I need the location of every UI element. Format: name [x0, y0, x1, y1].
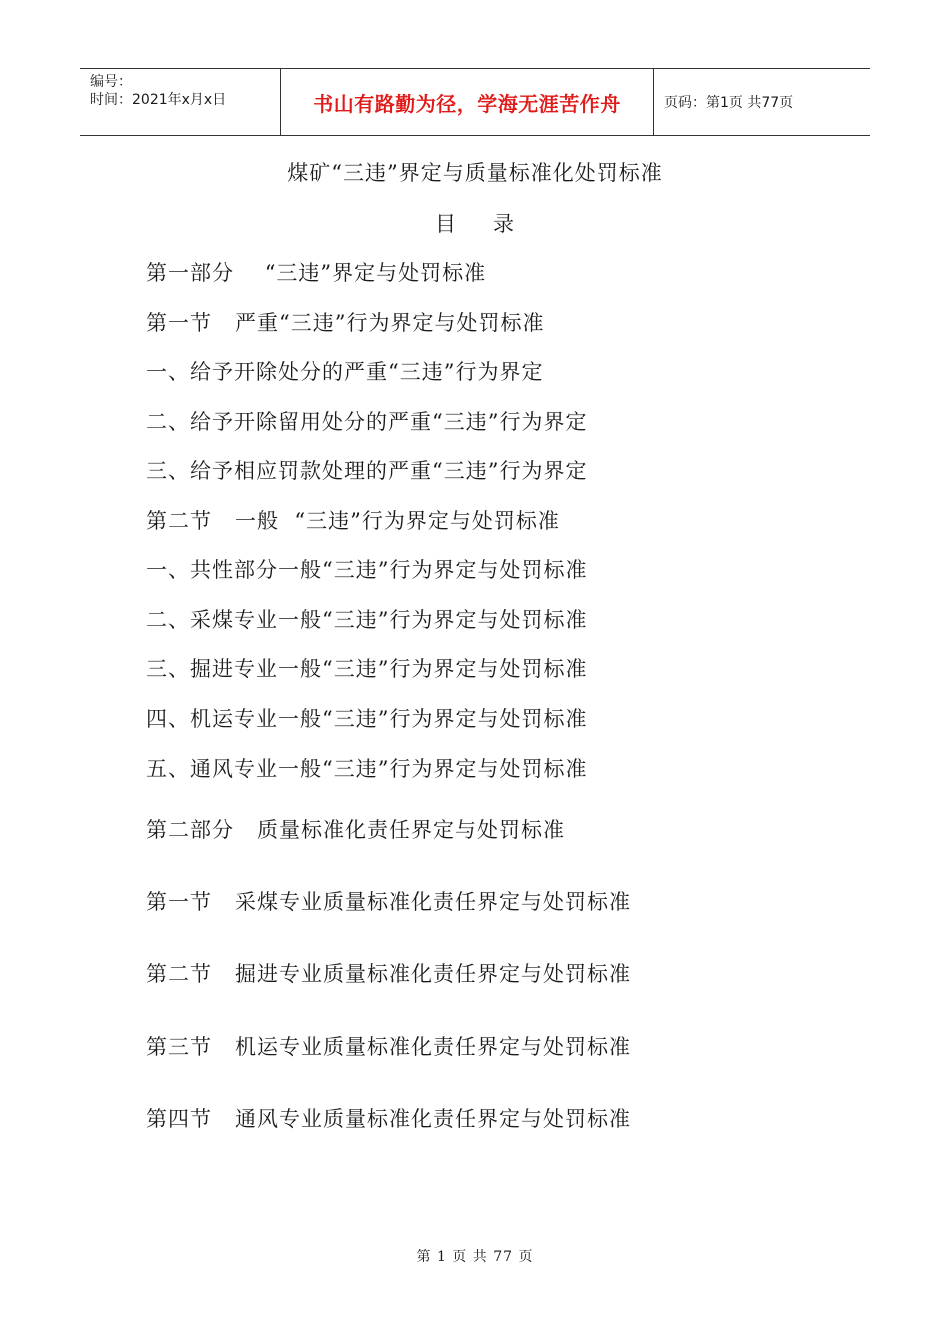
toc-item: 二、给予开除留用处分的严重“三违”行为界定 [146, 410, 588, 434]
toc-heading-part-1: 目 [435, 212, 457, 236]
toc-item: 五、通风专业一般“三违”行为界定与处罚标准 [146, 757, 588, 781]
toc-item: 第一部分 “三违”界定与处罚标准 [146, 261, 487, 285]
toc-heading-part-2: 录 [493, 212, 515, 236]
header-page-info: 页码：第1页 共77页 [664, 95, 794, 111]
page-header [80, 68, 870, 136]
toc-item: 一、给予开除处分的严重“三违”行为界定 [146, 360, 544, 384]
toc-heading [0, 208, 950, 238]
toc-item: 第二节 掘进专业质量标准化责任界定与处罚标准 [146, 962, 632, 986]
serial-label: 编号： [90, 74, 132, 90]
toc-item: 第三节 机运专业质量标准化责任界定与处罚标准 [146, 1035, 632, 1059]
toc-item: 三、给予相应罚款处理的严重“三违”行为界定 [146, 459, 588, 483]
toc-item: 四、机运专业一般“三违”行为界定与处罚标准 [146, 707, 588, 731]
page-footer: 第 1 页 共 77 页 [416, 1249, 534, 1265]
header-meta-cell [80, 69, 281, 135]
toc-item: 第一节 采煤专业质量标准化责任界定与处罚标准 [146, 890, 632, 914]
toc-item: 一、共性部分一般“三违”行为界定与处罚标准 [146, 558, 588, 582]
toc-item: 三、掘进专业一般“三违”行为界定与处罚标准 [146, 657, 588, 681]
toc-item: 第二节 一般 “三违”行为界定与处罚标准 [146, 509, 560, 533]
toc-item: 第一节 严重“三违”行为界定与处罚标准 [146, 311, 545, 335]
toc-item: 第四节 通风专业质量标准化责任界定与处罚标准 [146, 1107, 632, 1131]
document-title: 煤矿“三违”界定与质量标准化处罚标准 [287, 161, 663, 185]
toc-item: 二、采煤专业一般“三违”行为界定与处罚标准 [146, 608, 588, 632]
toc-item: 第二部分 质量标准化责任界定与处罚标准 [146, 818, 566, 842]
header-motto: 书山有路勤为径，学海无涯苦作舟 [281, 69, 654, 135]
date-text: 时间：2021年x月x日 [90, 92, 227, 108]
